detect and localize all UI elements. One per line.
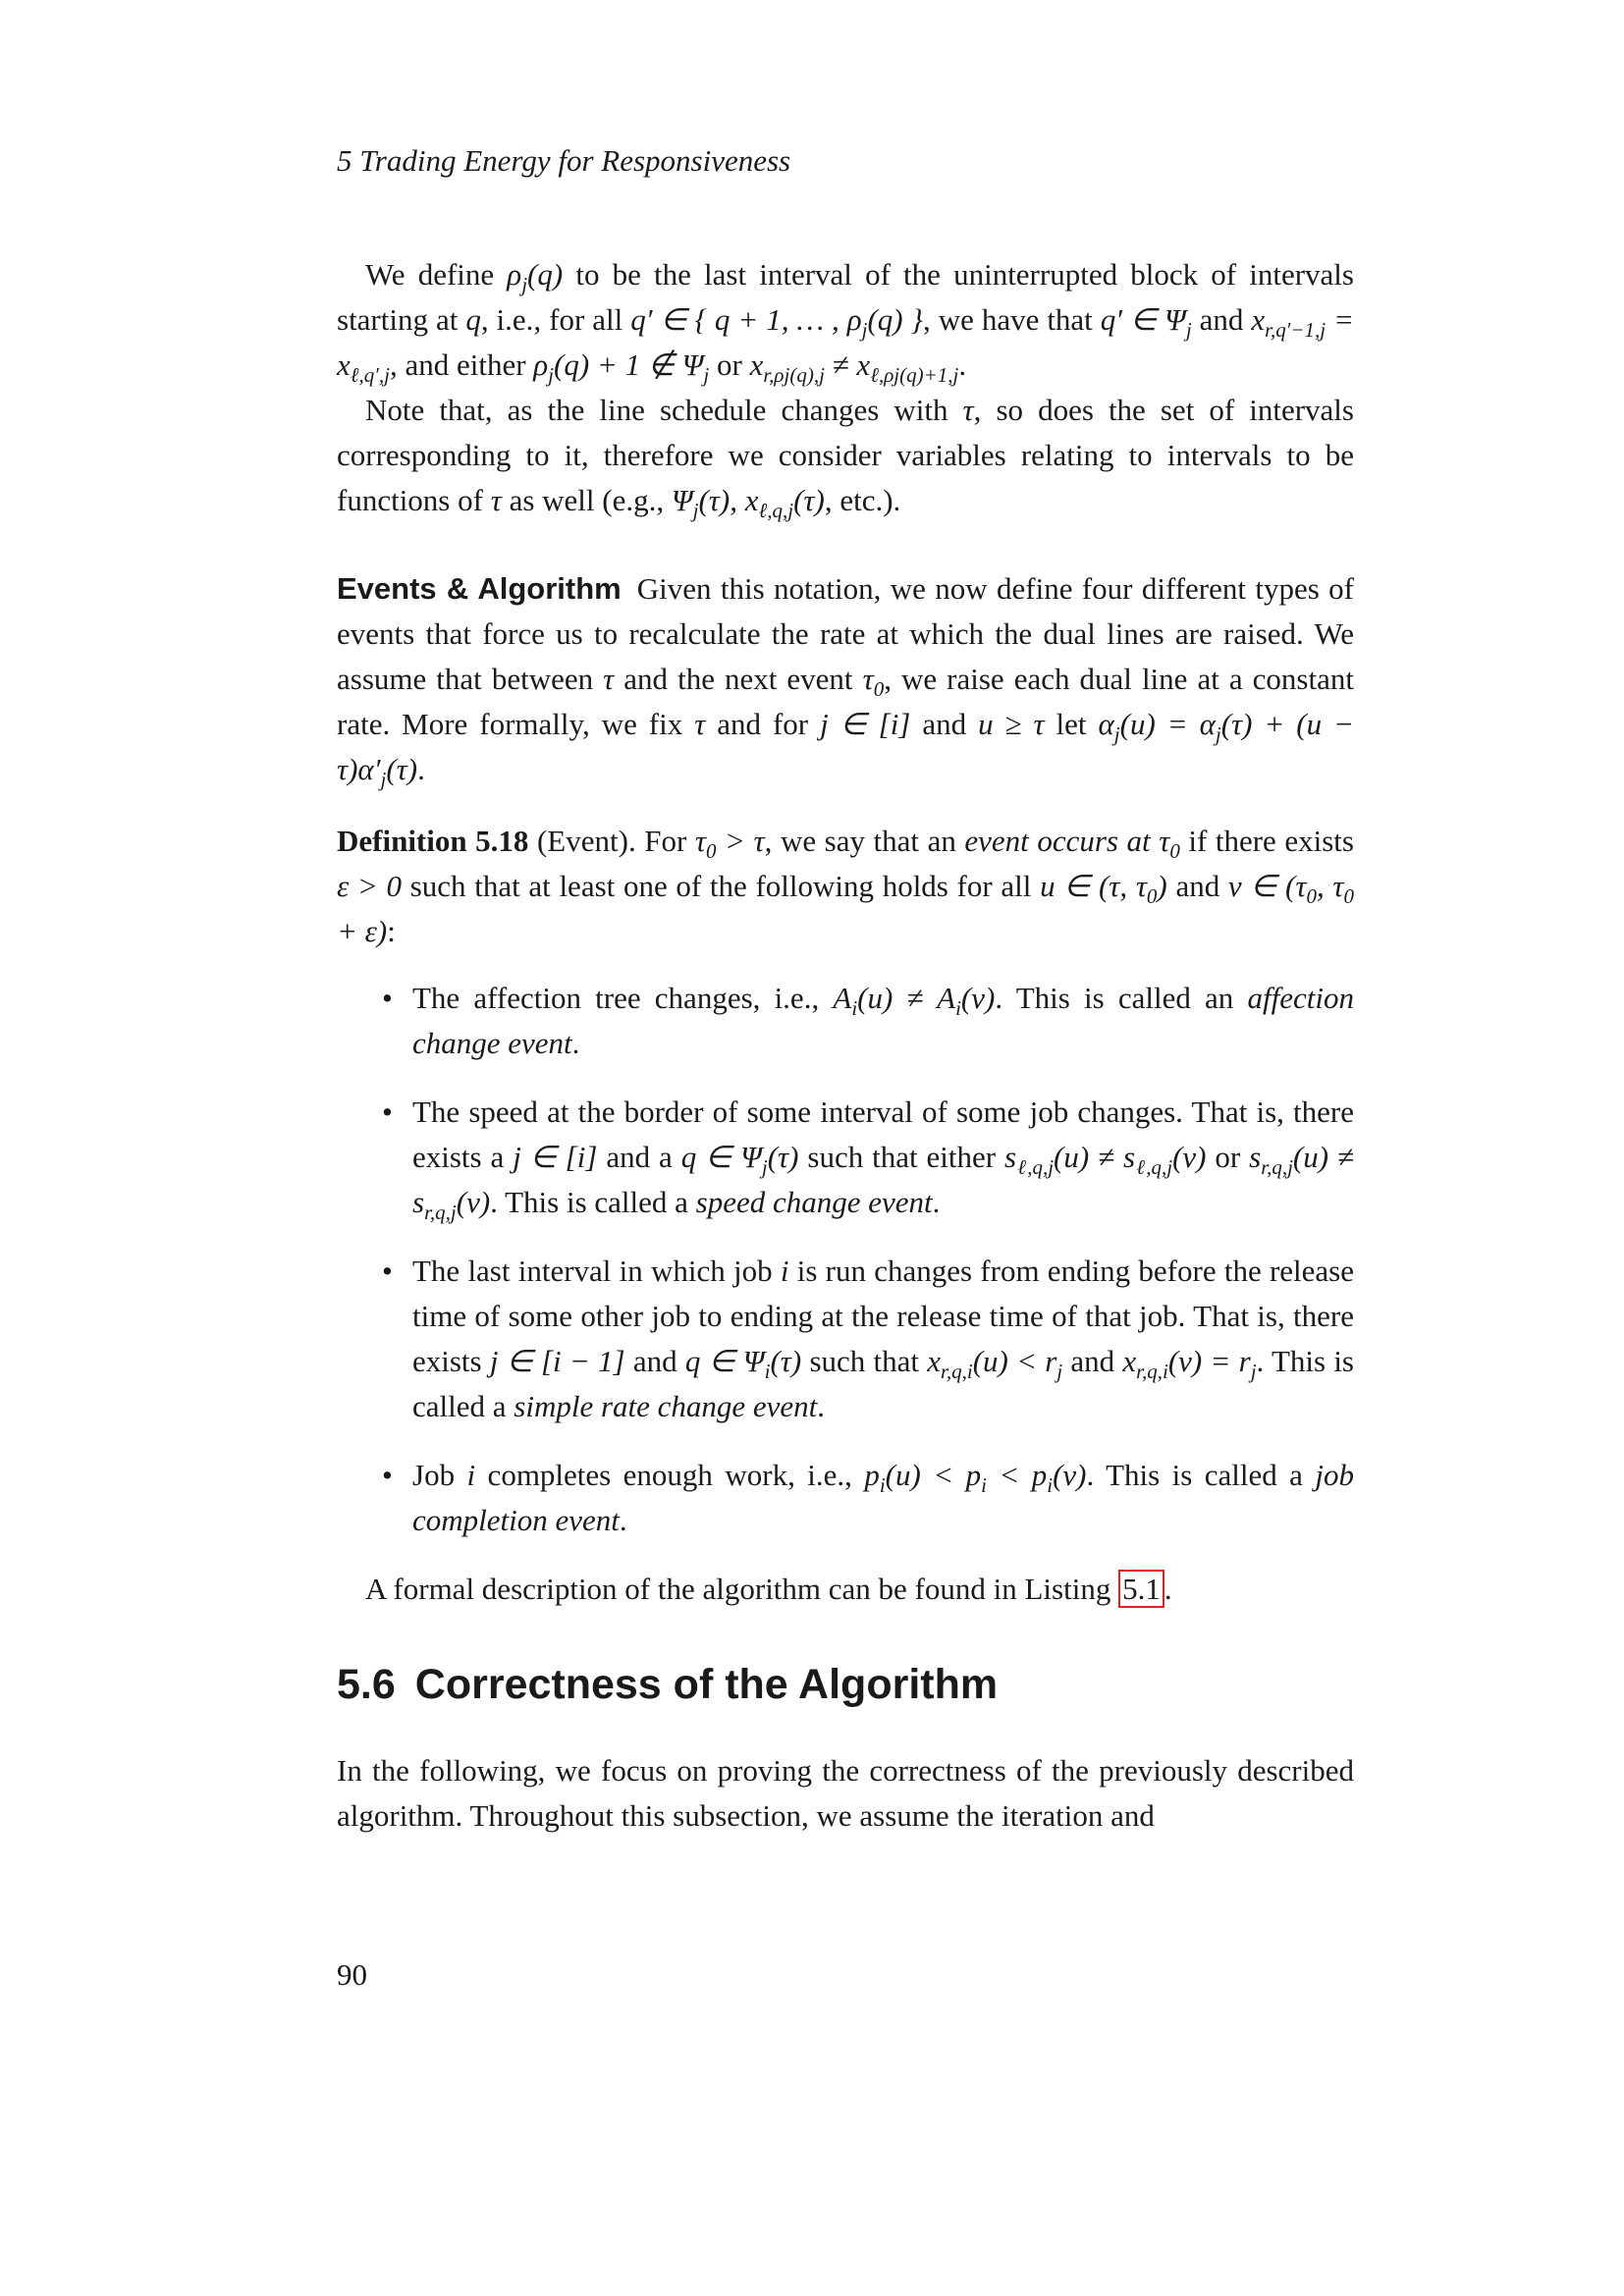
definition-5-18: Definition 5.18 (Event). For $\tau_0 > \tau$, we say that an event occurs at $\tau_0$ if there exists ε > 0 such that at least one of the following holds for all u ∈ (τ, $\tau_0$) and v ∈ ($\tau_0$, $\tau_0 + \varepsilon$): — [337, 824, 1354, 948]
paragraph-listing-reference: A formal description of the algorithm can be found in Listing 5.1 . — [365, 1572, 1172, 1606]
definition-block — [337, 819, 1354, 1612]
paragraph-section-intro: In the following, we focus on proving the correctness of the previously described algorithm. Throughout this subsection, we assume the iteration and — [337, 1753, 1354, 1833]
section-heading — [337, 1661, 998, 1709]
events-algorithm-block — [337, 566, 1354, 792]
section-intro-block — [337, 1748, 1354, 1839]
list-item-job-completion: • Job i completes enough work, i.e., $p_i(u) < p_i < p_i(v)$. This is called a job completion event. — [337, 1453, 1354, 1543]
list-item-affection-change: • The affection tree changes, i.e., $A_i(u) \ne A_i(v)$. This is called an affection change event. — [337, 976, 1354, 1066]
definition-heading: Definition 5.18 — [337, 824, 529, 858]
page-number: 90 — [337, 1957, 367, 1992]
list-item-simple-rate-change: • The last interval in which job i is run changes from ending before the release time of some other job to ending at the release time of that job. That is, there exists j ∈ [i − 1] and q ∈ $\Psi_i(\tau)$ such that $x_{r,q,i}(u) < r_j$ and $x_{r,q,i}(v) = r_j$. This is called a simple rate change event. — [337, 1249, 1354, 1429]
paragraph-events-algorithm: Events & Algorithm Given this notation, we now define four different types of events that force us to recalculate the rate at which the dual lines are raised. We assume that between τ and the next event $\tau_0$, we raise each dual line at a constant rate. More formally, we fix τ and for j ∈ [i] and u ≥ τ let $\alpha_j(u) = \alpha_j(\tau) + (u - \tau)\alpha'_j(\tau)$. — [337, 571, 1355, 792]
event-list — [337, 976, 1354, 1543]
running-head: 5 Trading Energy for Responsiveness — [337, 143, 791, 178]
paragraph-rho-definition: We define $\rho_j(q)$ to be the last interval of the uninterrupted block of intervals starting at q, i.e., for all q′ ∈ { q + 1, … , $\rho_j(q)$ }, we have that q′ ∈ $\Psi_j$ and $x_{r,q'-1,j} = x_{\ell,q',j}$, and either $\rho_j(q) + 1$ ∉ $\Psi_j$ or $x_{r,\rho j(q),j} \ne x_{\ell,\rho j(q)+1,j}$. — [337, 257, 1355, 388]
listing-reference-link[interactable]: 5.1 — [1118, 1570, 1164, 1608]
section-title: Correctness of the Algorithm — [414, 1661, 999, 1708]
intro-block — [337, 252, 1354, 523]
paragraph-tau-note: Note that, as the line schedule changes with τ, so does the set of intervals corresponding to it, therefore we consider variables relating to intervals to be functions of τ as well (e.g., $\Psi_j(\tau)$, $x_{\ell,q,j}(\tau)$, etc.). — [337, 393, 1354, 523]
paragraph-heading: Events & Algorithm — [337, 571, 622, 606]
section-number: 5.6 — [337, 1661, 396, 1708]
list-item-speed-change: • The speed at the border of some interval of some job changes. That is, there exists a j ∈ [i] and a q ∈ $\Psi_j(\tau)$ such that either $s_{\ell,q,j}(u) \ne s_{\ell,q,j}(v)$ or $s_{r,q,j}(u) \ne s_{r,q,j}(v)$. This is called a speed change event. — [337, 1090, 1354, 1225]
